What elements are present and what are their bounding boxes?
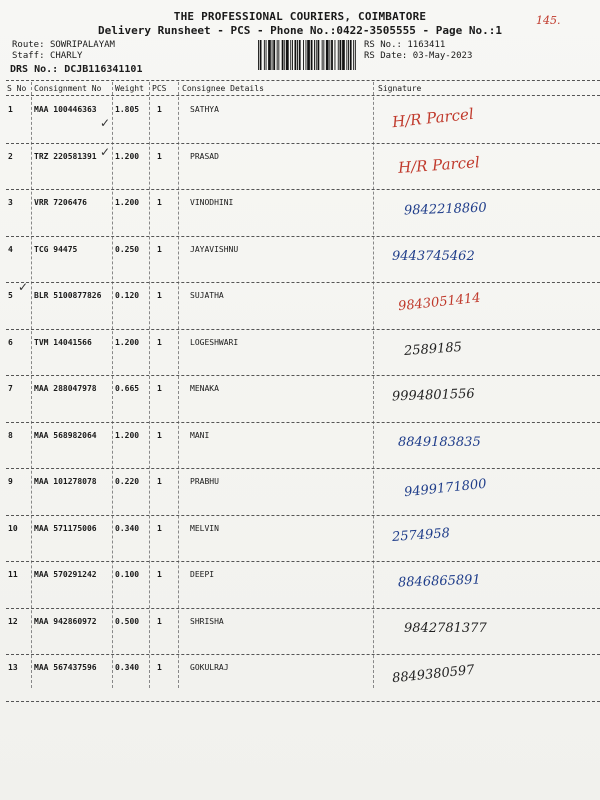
rs-no-label: RS No.: xyxy=(364,40,402,50)
row-divider xyxy=(6,143,600,144)
rs-no-value: 1163411 xyxy=(407,40,446,50)
col-divider xyxy=(31,82,32,688)
rs-date-value: 03-May-2023 xyxy=(412,51,473,61)
row-divider xyxy=(6,282,600,283)
row-consignment-no: MAA 100446363 xyxy=(34,105,97,114)
row-divider xyxy=(6,654,600,655)
row-signature: 8849380597 xyxy=(391,662,476,687)
row-sno: 9 xyxy=(8,477,13,486)
row-consignee: SHRISHA xyxy=(190,616,224,626)
row-weight: 0.340 xyxy=(115,523,140,533)
col-divider xyxy=(149,82,150,688)
drs-value: DCJB116341101 xyxy=(64,64,143,75)
row-weight: 0.100 xyxy=(115,570,140,579)
row-signature: 9499171800 xyxy=(403,476,488,501)
row-consignment-no: MAA 288047978 xyxy=(34,384,97,393)
row-sno: 11 xyxy=(8,570,18,579)
row-sno: 7 xyxy=(8,384,13,393)
row-consignee: DEEPI xyxy=(190,570,215,579)
row-consignee: SUJATHA xyxy=(190,291,224,300)
row-consignment-no: MAA 568982064 xyxy=(34,430,97,440)
row-consignee: PRASAD xyxy=(190,151,219,161)
route-line xyxy=(12,40,115,50)
row-signature: H/R Parcel xyxy=(391,104,475,132)
row-signature: 9443745462 xyxy=(392,248,475,264)
staff-label: Staff: xyxy=(12,51,45,61)
col-signature: Signature xyxy=(378,84,422,93)
row-consignment-no: MAA 942860972 xyxy=(34,616,97,626)
row-signature: 2589185 xyxy=(403,339,463,359)
row-pcs: 1 xyxy=(157,616,162,626)
row-signature: 8849183835 xyxy=(398,434,481,450)
row-pcs: 1 xyxy=(157,570,162,579)
tick-mark: ✓ xyxy=(100,116,111,130)
row-consignment-no: MAA 571175006 xyxy=(34,523,97,533)
row-divider xyxy=(6,189,600,190)
row-pcs: 1 xyxy=(157,477,162,486)
row-consignment-no: VRR 7206476 xyxy=(34,198,87,207)
row-weight: 0.120 xyxy=(115,291,140,300)
rs-date-line xyxy=(364,51,472,61)
row-consignment-no: TRZ 220581391 xyxy=(34,151,97,161)
row-consignee: VINODHINI xyxy=(190,198,234,207)
company-title: THE PROFESSIONAL COURIERS, COIMBATORE xyxy=(173,10,427,23)
row-consignee: LOGESHWARI xyxy=(190,337,239,347)
col-divider xyxy=(178,82,179,688)
row-sno: 3 xyxy=(8,198,13,207)
rs-date-label: RS Date: xyxy=(364,51,408,61)
header-divider-bottom xyxy=(6,95,600,96)
row-consignee: PRABHU xyxy=(190,477,219,486)
row-signature: 9994801556 xyxy=(391,386,475,405)
row-divider xyxy=(6,375,600,376)
row-weight: 0.500 xyxy=(115,616,140,626)
col-consignee: Consignee Details xyxy=(182,84,264,93)
row-divider xyxy=(6,701,600,702)
route-label: Route: xyxy=(12,40,45,50)
row-consignee: SATHYA xyxy=(190,105,219,114)
row-consignment-no: TCG 94475 xyxy=(34,244,78,254)
row-sno: 12 xyxy=(8,616,18,626)
barcode xyxy=(258,40,356,70)
row-consignment-no: MAA 101278078 xyxy=(34,477,97,486)
col-pcs: PCS xyxy=(152,84,167,93)
row-pcs: 1 xyxy=(157,105,162,114)
row-sno: 2 xyxy=(8,151,13,161)
row-pcs: 1 xyxy=(157,291,162,300)
row-pcs: 1 xyxy=(157,244,162,254)
row-consignee: MELVIN xyxy=(190,523,219,533)
row-consignment-no: TVM 14041566 xyxy=(34,337,92,347)
row-pcs: 1 xyxy=(157,663,162,672)
row-consignment-no: BLR 5100877826 xyxy=(34,291,102,300)
col-sno: S No xyxy=(7,84,27,93)
tick-mark: ✓ xyxy=(18,280,29,294)
staff-value: CHARLY xyxy=(49,51,83,61)
col-consignment: Consignment No xyxy=(34,84,102,93)
row-divider xyxy=(6,236,600,237)
tick-mark: ✓ xyxy=(100,145,111,159)
runsheet-subtitle: Delivery Runsheet - PCS - Phone No.:0422-3505555 - Page No.:1 xyxy=(98,24,502,37)
row-consignment-no: MAA 567437596 xyxy=(34,663,97,672)
route-value: SOWRIPALAYAM xyxy=(49,40,115,50)
row-sno: 13 xyxy=(8,663,18,672)
row-weight: 0.250 xyxy=(115,244,140,254)
row-divider xyxy=(6,422,600,423)
row-signature: 2574958 xyxy=(391,525,451,545)
col-divider xyxy=(112,82,113,688)
row-signature: 9842781377 xyxy=(404,620,487,636)
row-signature: 9843051414 xyxy=(397,290,482,315)
row-divider xyxy=(6,468,600,469)
row-consignment-no: MAA 570291242 xyxy=(34,570,97,579)
row-sno: 1 xyxy=(8,105,13,114)
row-weight: 1.200 xyxy=(115,430,140,440)
handwritten-note: 145. xyxy=(536,14,561,27)
row-weight: 1.200 xyxy=(115,151,140,161)
row-sno: 5 xyxy=(8,291,13,300)
header-divider-top xyxy=(6,80,600,81)
row-consignee: MENAKA xyxy=(190,384,219,393)
col-weight: Weight xyxy=(115,84,144,93)
row-signature: H/R Parcel xyxy=(397,152,481,177)
row-consignee: JAYAVISHNU xyxy=(190,244,239,254)
row-weight: 0.220 xyxy=(115,477,140,486)
row-consignee: GOKULRAJ xyxy=(190,663,229,672)
row-divider xyxy=(6,608,600,609)
row-sno: 6 xyxy=(8,337,13,347)
row-sno: 8 xyxy=(8,430,13,440)
row-sno: 10 xyxy=(8,523,18,533)
row-signature: 8846865891 xyxy=(397,572,481,591)
row-sno: 4 xyxy=(8,244,13,254)
row-pcs: 1 xyxy=(157,337,162,347)
row-signature: 9842218860 xyxy=(403,200,487,219)
row-weight: 1.200 xyxy=(115,198,140,207)
row-pcs: 1 xyxy=(157,384,162,393)
row-divider xyxy=(6,561,600,562)
rs-no-line xyxy=(364,40,445,50)
row-pcs: 1 xyxy=(157,523,162,533)
col-divider xyxy=(373,82,374,688)
row-pcs: 1 xyxy=(157,198,162,207)
row-divider xyxy=(6,329,600,330)
row-weight: 0.665 xyxy=(115,384,140,393)
row-weight: 1.805 xyxy=(115,105,140,114)
row-weight: 0.340 xyxy=(115,663,140,672)
drs-line xyxy=(10,64,142,75)
row-weight: 1.200 xyxy=(115,337,140,347)
row-pcs: 1 xyxy=(157,430,162,440)
row-consignee: MANI xyxy=(190,430,210,440)
row-divider xyxy=(6,515,600,516)
drs-label: DRS No.: xyxy=(10,64,59,75)
staff-line xyxy=(12,51,82,61)
row-pcs: 1 xyxy=(157,151,162,161)
